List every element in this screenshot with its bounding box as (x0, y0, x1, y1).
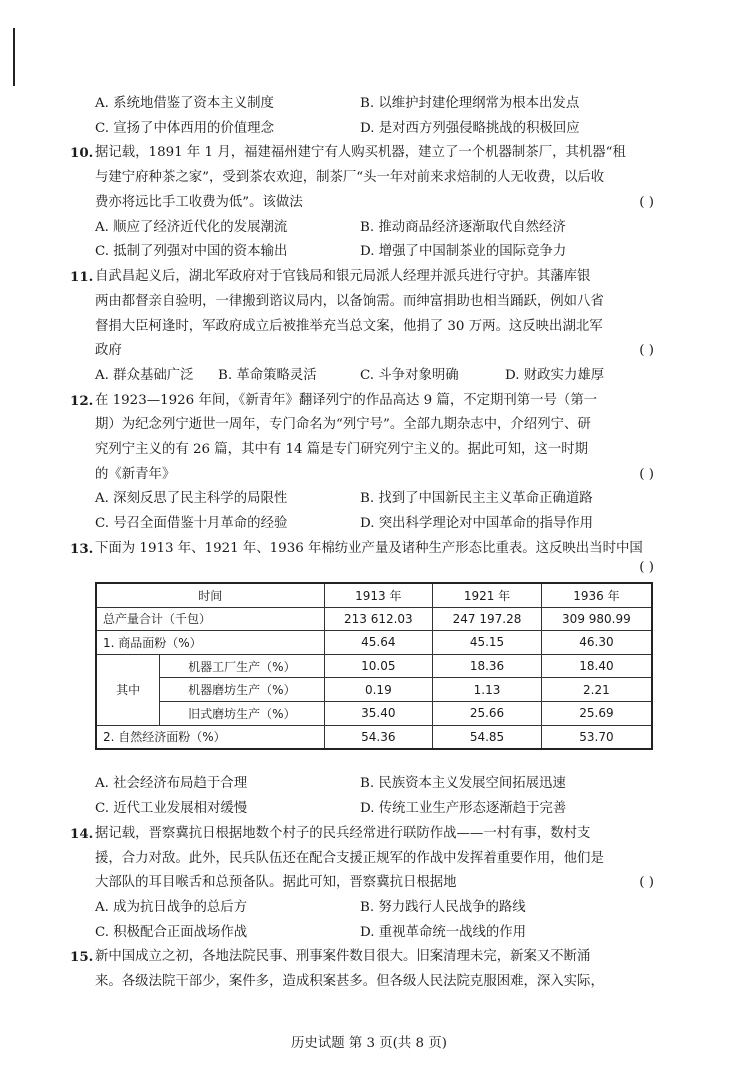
q13-option-d: D. 传统工业生产形态逐渐趋于完善 (360, 801, 567, 816)
q11-line-3: 督捐大臣柯逢时，军政府成立后被推举充当总文案，他捐了 30 万两。这反映出湖北军 (95, 319, 603, 334)
q13-option-a: A. 社会经济布局趋于合理 (95, 776, 248, 791)
q12-line-1: 在 1923—1926 年间，《新青年》翻译列宁的作品高达 9 篇，不定期刊第一号（第一 (95, 393, 598, 408)
q14-option-d: D. 重视革命统一战线的作用 (360, 925, 527, 940)
table-cell: 53.70 (541, 725, 652, 749)
q13-answer-blank: ( ) (639, 560, 654, 575)
table-header-cell: 时间 (96, 583, 324, 607)
q14-number: 14. (70, 826, 94, 842)
q11-option-d: D. 财政实力雄厚 (505, 368, 605, 383)
table-row (96, 654, 652, 678)
table-header-cell: 1936 年 (541, 583, 652, 607)
q10-line-1: 据记载，1891 年 1 月，福建福州建宁有人购买机器，建立了一个机器制茶厂，其机器“租 (95, 145, 626, 160)
table-cell: 309 980.99 (541, 607, 652, 631)
q10-option-a: A. 顺应了经济近代化的发展潮流 (95, 220, 288, 235)
q9-option-d: D. 是对西方列强侵略挑战的积极回应 (360, 121, 580, 136)
q9-option-b: B. 以维护封建伦理纲常为根本出发点 (360, 96, 580, 111)
q11-option-a: A. 群众基础广泛 (95, 368, 194, 383)
table-cell: 2.21 (541, 678, 652, 702)
table-cell: 25.69 (541, 701, 652, 725)
table-cell: 45.64 (324, 631, 433, 655)
q15-line-2: 来。各级法院干部少，案件多，造成积案甚多。但各级人民法院克服困难，深入实际， (95, 974, 604, 989)
table-cell: 25.66 (433, 701, 542, 725)
q12-option-b: B. 找到了中国新民主主义革命正确道路 (360, 491, 593, 506)
table-row (96, 631, 652, 655)
table-cell: 10.05 (324, 654, 433, 678)
q9-option-a: A. 系统地借鉴了资本主义制度 (95, 96, 274, 111)
q12-line-2: 期）为纪念列宁逝世一周年，专门命名为“列宁号”。全部九期杂志中，介绍列宁、研 (95, 417, 591, 432)
q10-option-b: B. 推动商品经济逐渐取代自然经济 (360, 220, 566, 235)
table-row (96, 678, 652, 702)
table-cell: 247 197.28 (433, 607, 542, 631)
q11-number: 11. (70, 269, 94, 285)
q15-number: 15. (70, 949, 94, 965)
q14-line-1: 据记载，晋察冀抗日根据地数个村子的民兵经常进行联防作战——一村有事，数村支 (95, 826, 591, 841)
table-cell: 1.13 (433, 678, 542, 702)
q11-option-b: B. 革命策略灵活 (218, 368, 317, 383)
q10-option-c: C. 抵制了列强对中国的资本输出 (95, 244, 288, 259)
q12-option-d: D. 突出科学理论对中国革命的指导作用 (360, 516, 594, 531)
q12-number: 12. (70, 393, 94, 409)
q11-line-2: 两由都督亲自验明，一律搬到谘议局内，以备饷需。而绅富捐助也相当踊跃，例如八省 (95, 294, 604, 309)
q12-line-3: 究列宁主义的有 26 篇，其中有 14 篇是专门研究列宁主义的。据此可知，这一时期 (95, 442, 588, 457)
table-row (96, 583, 652, 607)
q15-line-1: 新中国成立之初，各地法院民事、刑事案件数目很大。旧案清理未完，新案又不断涌 (95, 949, 591, 964)
q9-option-c: C. 宣扬了中体西用的价值理念 (95, 121, 274, 136)
table-cell: 机器工厂生产（%） (160, 654, 324, 678)
table-cell: 0.19 (324, 678, 433, 702)
production-table (95, 582, 653, 750)
q10-line-2: 与建宁府种茶之家”，受到茶农欢迎，制茶厂“头一年对前来求焙制的人无收费，以后收 (95, 170, 605, 185)
q12-answer-blank: ( ) (639, 467, 654, 482)
table-cell: 213 612.03 (324, 607, 433, 631)
q13-option-c: C. 近代工业发展相对缓慢 (95, 801, 248, 816)
table-cell: 35.40 (324, 701, 433, 725)
q14-line-2: 援，合力对敌。此外，民兵队伍还在配合支援正规军的作战中发挥着重要作用，他们是 (95, 851, 604, 866)
q10-option-d: D. 增强了中国制茶业的国际竞争力 (360, 244, 567, 259)
q14-option-c: C. 积极配合正面战场作战 (95, 925, 248, 940)
q11-line-1: 自武昌起义后，湖北军政府对于官钱局和银元局派人经理并派兵进行守护。其藩库银 (95, 269, 591, 284)
page-footer: 历史试题 第 3 页(共 8 页) (291, 1036, 447, 1051)
table-cell: 2. 自然经济面粉（%） (96, 725, 324, 749)
q13-option-b: B. 民族资本主义发展空间拓展迅速 (360, 776, 566, 791)
table-cell: 总产量合计（千包） (96, 607, 324, 631)
table-row (96, 607, 652, 631)
q14-option-a: A. 成为抗日战争的总后方 (95, 900, 248, 915)
margin-rule (13, 28, 15, 86)
q12-line-4: 的《新青年》 (95, 467, 176, 482)
q11-option-c: C. 斗争对象明确 (360, 368, 459, 383)
table-row (96, 725, 652, 749)
table-row (96, 701, 652, 725)
q11-answer-blank: ( ) (639, 343, 654, 358)
table-group-label: 其中 (96, 654, 160, 725)
q12-option-c: C. 号召全面借鉴十月革命的经验 (95, 516, 288, 531)
q14-answer-blank: ( ) (639, 875, 654, 890)
table-cell: 46.30 (541, 631, 652, 655)
table-header-cell: 1913 年 (324, 583, 433, 607)
q12-option-a: A. 深刻反思了民主科学的局限性 (95, 491, 288, 506)
table-cell: 54.36 (324, 725, 433, 749)
table-cell: 机器磨坊生产（%） (160, 678, 324, 702)
q10-answer-blank: ( ) (639, 195, 654, 210)
q11-line-4: 政府 (95, 343, 122, 358)
table-header-cell: 1921 年 (433, 583, 542, 607)
q13-number: 13. (70, 541, 94, 557)
table-cell: 45.15 (433, 631, 542, 655)
q14-line-3: 大部队的耳目喉舌和总预备队。据此可知，晋察冀抗日根据地 (95, 875, 457, 890)
table-cell: 18.36 (433, 654, 542, 678)
table-cell: 54.85 (433, 725, 542, 749)
table-cell: 18.40 (541, 654, 652, 678)
q10-line-3: 费亦将远比手工收费为低”。该做法 (95, 195, 303, 210)
q14-option-b: B. 努力践行人民战争的路线 (360, 900, 526, 915)
q13-line-1: 下面为 1913 年、1921 年、1936 年棉纺业产量及诸种生产形态比重表。这反映出当时中国 (95, 541, 643, 556)
q10-number: 10. (70, 145, 94, 161)
table-cell: 1. 商品面粉（%） (96, 631, 324, 655)
table-cell: 旧式磨坊生产（%） (160, 701, 324, 725)
